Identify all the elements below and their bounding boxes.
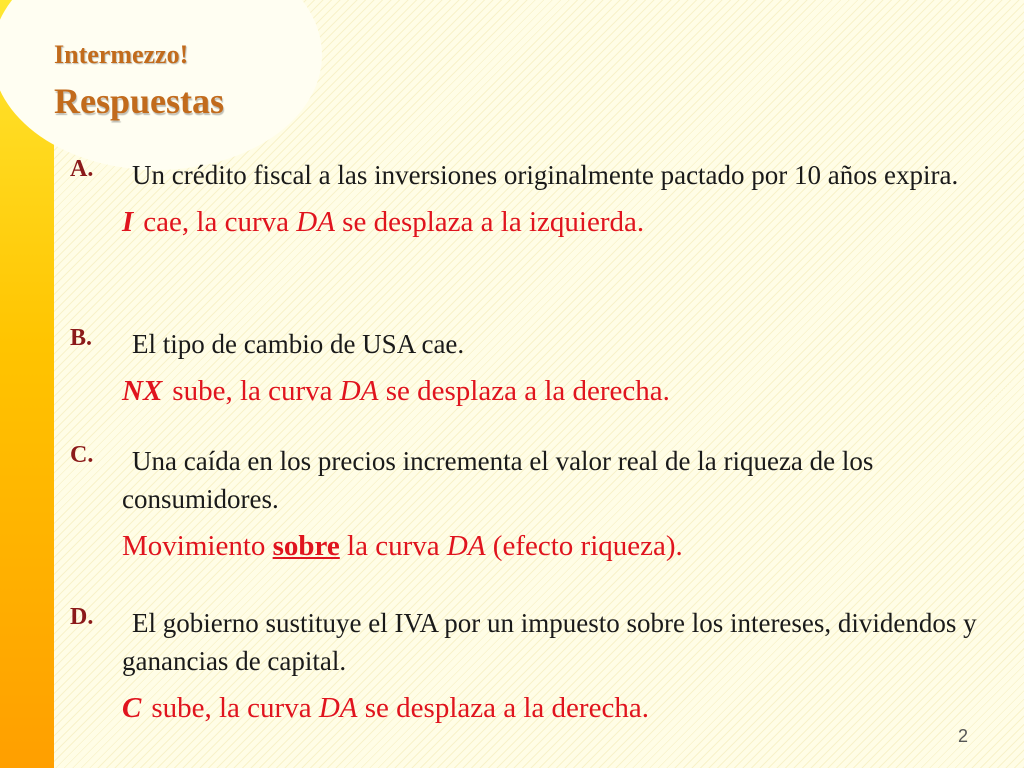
page-number: 2 — [957, 726, 968, 746]
item-question: Una caída en los precios incrementa el valor real de la riqueza de los consumidores. — [122, 446, 874, 514]
answer-prefix: Movimiento — [122, 530, 266, 562]
item-question: Un crédito fiscal a las inversiones originalmente pactado por 10 años expira. — [132, 160, 959, 190]
item-answer — [122, 688, 980, 728]
answer-rest: se desplaza a la izquierda. — [342, 206, 645, 238]
item-answer — [122, 371, 980, 411]
item-letter: C. — [70, 442, 94, 468]
answer-rest: se desplaza a la derecha. — [364, 692, 649, 724]
variable-symbol: C — [122, 692, 142, 724]
slide-title: Respuestas — [54, 81, 225, 121]
answer-text: sube, la curva — [151, 692, 312, 724]
item-question: El tipo de cambio de USA cae. — [132, 329, 465, 359]
item-answer — [122, 202, 980, 242]
answer-rest: se desplaza a la derecha. — [385, 375, 670, 407]
curve-symbol: DA — [339, 375, 379, 407]
answer-text: la curva — [347, 530, 440, 562]
answer-item-d — [70, 604, 980, 728]
answer-item-c — [70, 442, 980, 566]
emphasis-word: sobre — [272, 530, 340, 562]
item-letter: D. — [70, 604, 94, 630]
variable-symbol: NX — [122, 375, 163, 407]
answer-item-a — [70, 156, 980, 242]
item-letter: A. — [70, 156, 94, 182]
answer-text: cae, la curva — [143, 206, 289, 238]
curve-symbol: DA — [296, 206, 335, 238]
slide-subtitle: Intermezzo! — [54, 40, 189, 69]
curve-symbol: DA — [446, 530, 486, 562]
answer-text: sube, la curva — [172, 375, 333, 407]
curve-symbol: DA — [318, 692, 358, 724]
item-answer — [122, 526, 980, 566]
item-letter: B. — [70, 325, 93, 351]
variable-symbol: I — [122, 206, 134, 238]
answer-rest: (efecto riqueza). — [492, 530, 683, 562]
answer-item-b — [70, 325, 980, 411]
item-question: El gobierno sustituye el IVA por un impuesto sobre los intereses, dividendos y ganancias de capital. — [122, 608, 977, 676]
